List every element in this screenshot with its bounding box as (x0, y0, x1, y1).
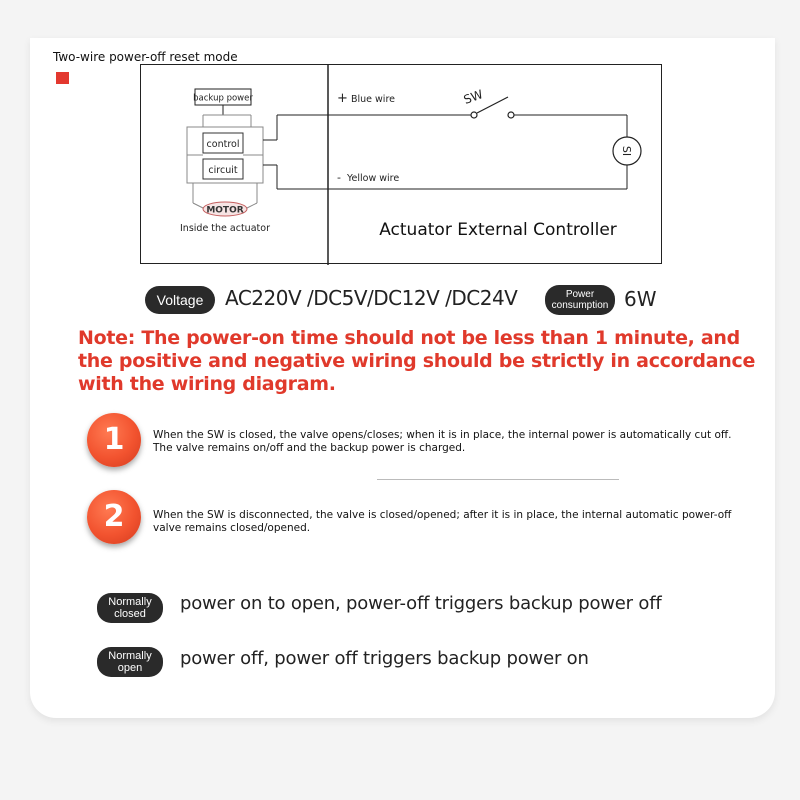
mode-title: Two-wire power-off reset mode (53, 50, 238, 64)
no-badge-line1: Normally (108, 650, 152, 662)
power-consumption-badge (545, 285, 615, 315)
switch-label: SW (461, 87, 485, 107)
normally-closed-badge (97, 593, 163, 623)
wiring-diagram (140, 64, 662, 264)
circuit-label: circuit (208, 165, 238, 176)
power-badge-line1: Power (565, 289, 595, 300)
power-value: 6W (624, 287, 657, 311)
motor-label: MOTOR (206, 205, 244, 216)
red-marker (56, 72, 69, 84)
backup-power-label: backup power (193, 93, 253, 104)
step-2-text: When the SW is disconnected, the valve is closed/opened; after it is in place, the internal automatic power-off valve remains closed/opened. (153, 509, 732, 534)
divider (377, 479, 619, 480)
control-label: control (206, 139, 240, 150)
plus-sign: + (337, 91, 348, 106)
nc-badge-line1: Normally (108, 596, 152, 608)
voltage-badge: Voltage (145, 286, 215, 314)
wiring-diagram-svg (141, 65, 663, 265)
step-1-text: When the SW is closed, the valve opens/closes; when it is in place, the internal power is automatically cut off. The valve remains on/off and the backup power is charged. (153, 429, 732, 454)
yellow-wire-label: Yellow wire (347, 173, 400, 184)
inside-actuator-label: Inside the actuator (180, 223, 270, 234)
normally-closed-text: power on to open, power-off triggers backup power off (180, 593, 662, 614)
no-badge-line2: open (117, 662, 143, 674)
nc-badge-line2: closed (114, 608, 146, 620)
voltage-value: AC220V /DC5V/DC12V /DC24V (225, 286, 518, 310)
step-number-2: 2 (87, 490, 141, 544)
step-number-1: 1 (87, 413, 141, 467)
normally-open-text: power off, power off triggers backup power on (180, 648, 589, 669)
controller-label: Actuator External Controller (379, 220, 617, 240)
load-label: SI (620, 145, 633, 157)
warning-note: Note: The power-on time should not be less than 1 minute, and the positive and negative wiring should be strictly in accordance with the wiring diagram. (78, 327, 756, 395)
blue-wire-label: Blue wire (351, 94, 395, 105)
minus-sign: - (337, 171, 341, 184)
power-badge-line2: consumption (551, 300, 609, 311)
normally-open-badge (97, 647, 163, 677)
